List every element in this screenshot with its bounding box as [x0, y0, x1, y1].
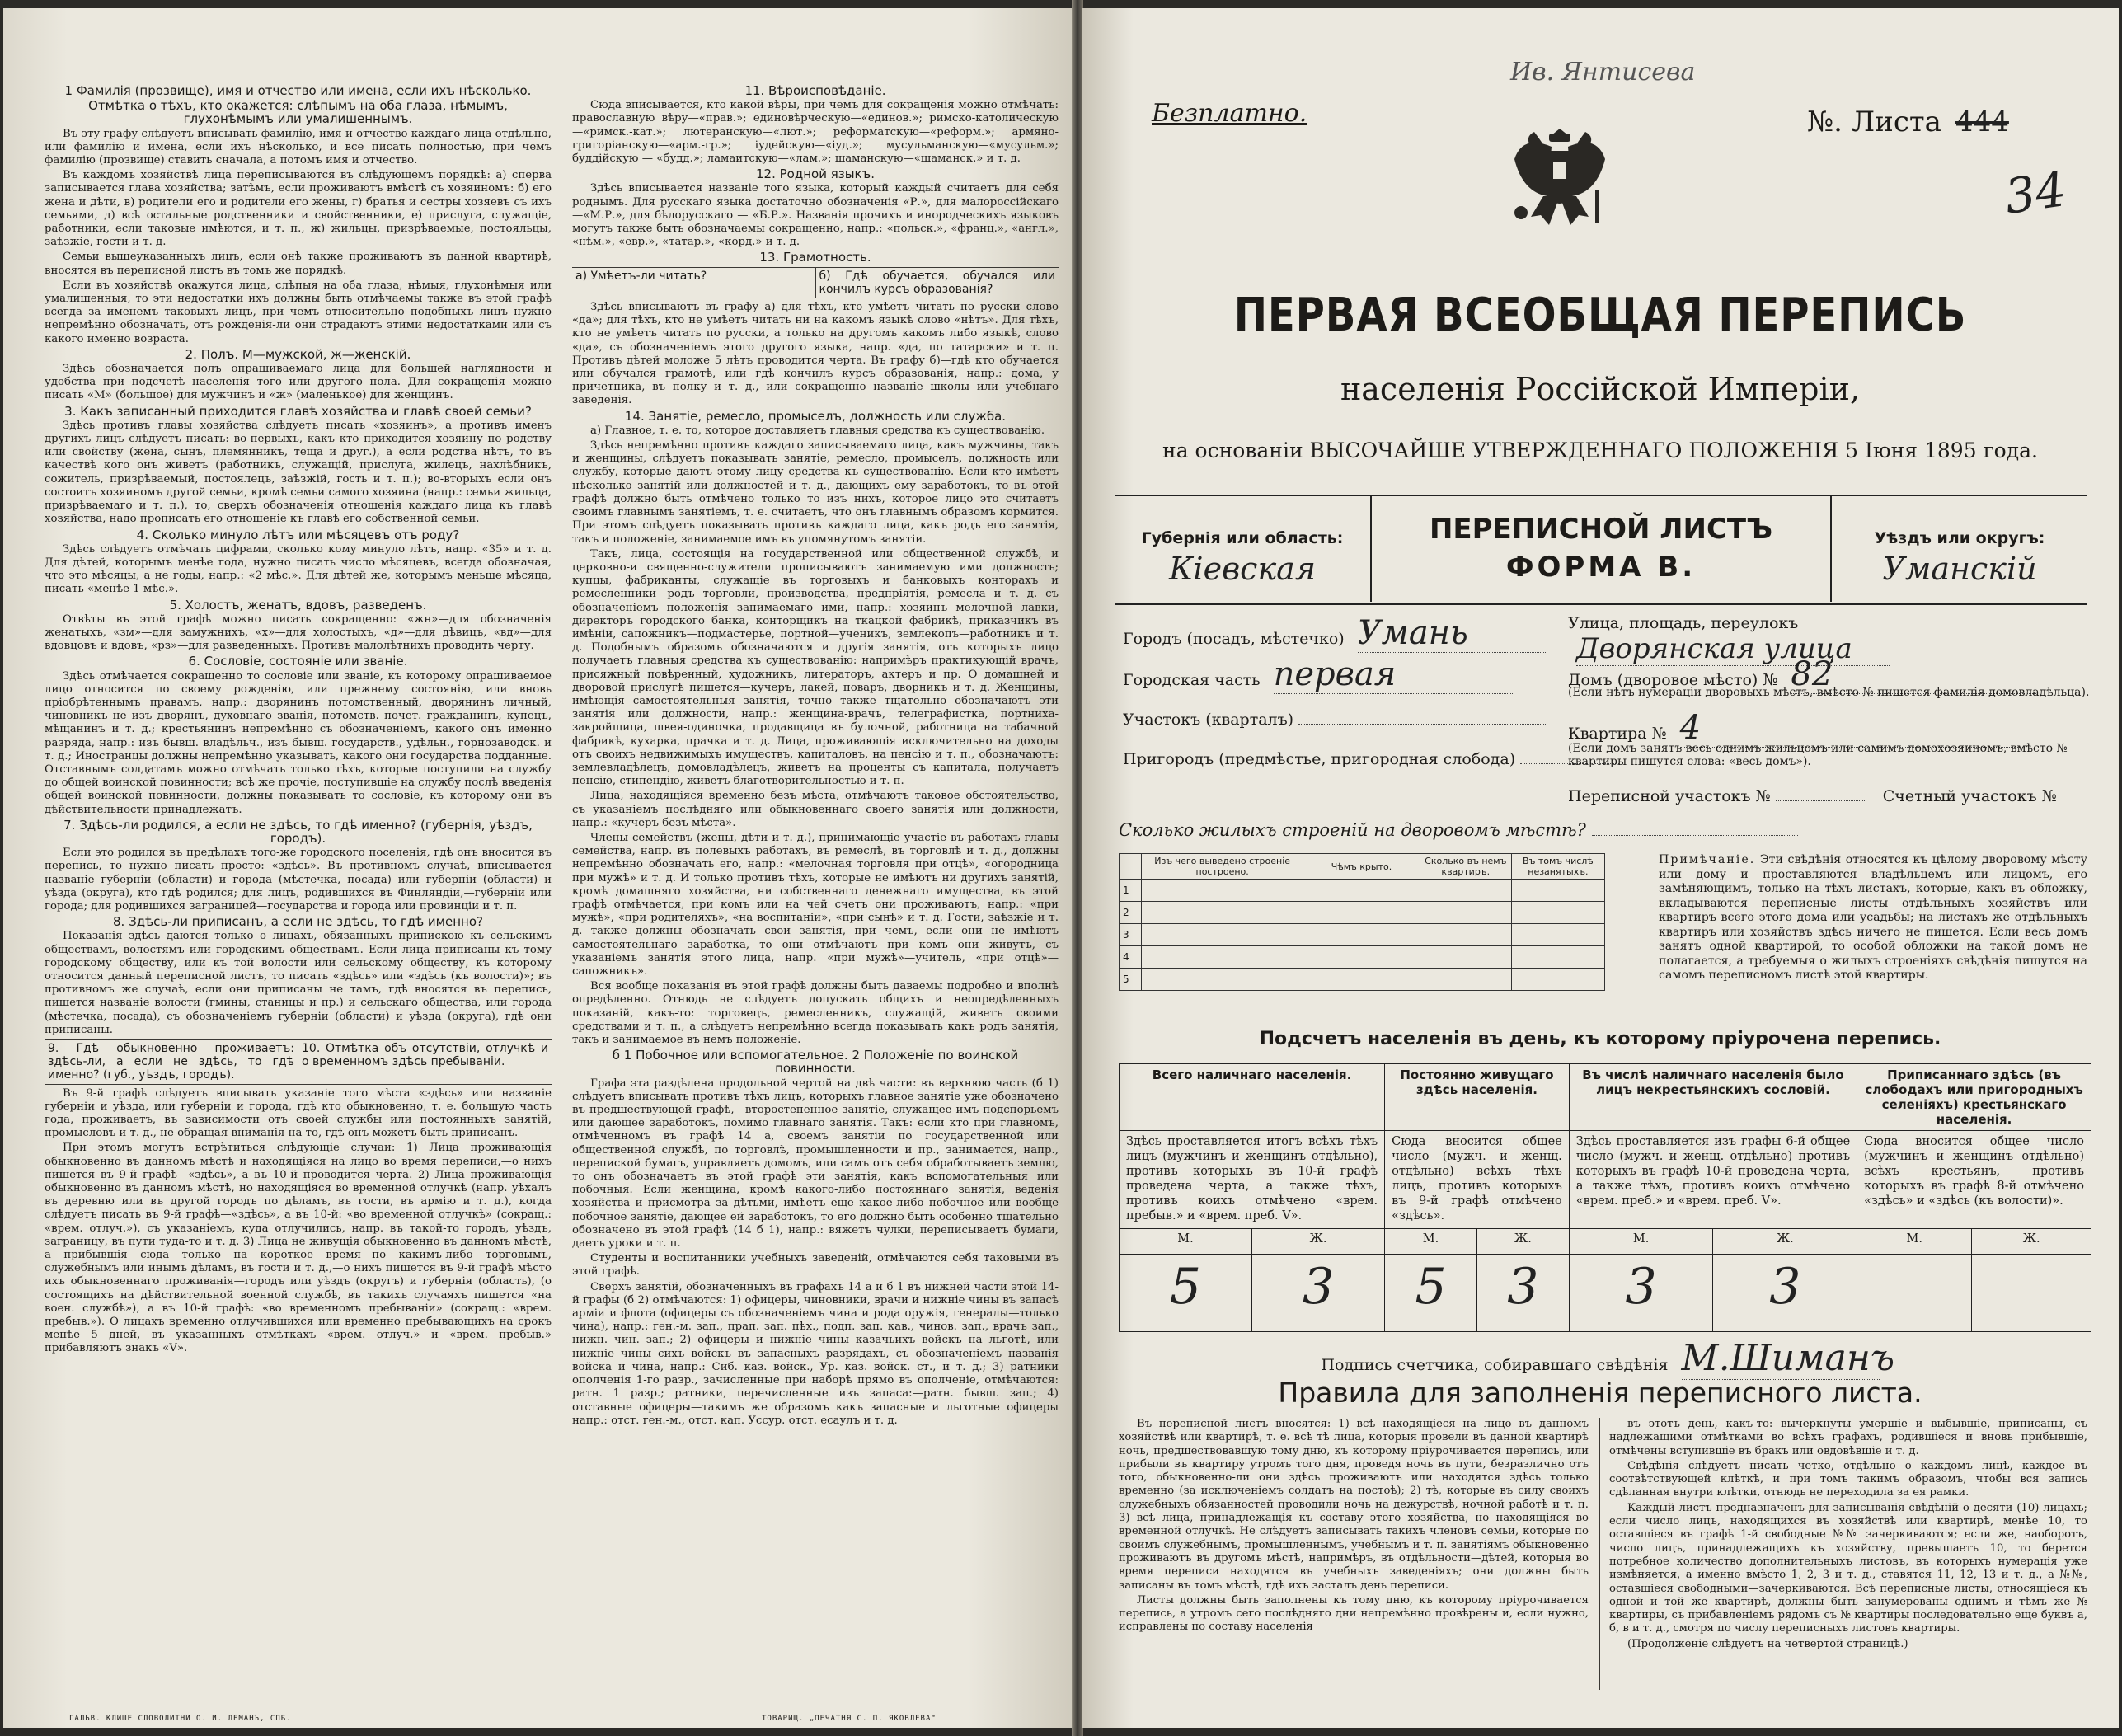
paragraph: Графа эта раздѣлена продольной чертой на двѣ части: въ верхнюю часть (б 1) слѣдуетъ вписывать противъ тѣхъ лицъ, которыхъ главное занятіе уже обозначено въ предшествующей графѣ,—второстепенное занятіе, служащее имъ подспорьемъ или дающее заработокъ, помимо главнаго занятія. Такъ: если кто при главномъ, отмѣченномъ въ графѣ 14 а, своемъ занятіи по государственной или общественной службѣ, по торговлѣ, промышленности и пр., занимается, напр., перепиской бумагъ, управляетъ домомъ, или самъ отъ себя обработываетъ землю, то онъ обозначаетъ въ этой графѣ эти занятія, какъ вспомогательныя или побочныя. Если женщина, кромѣ какого-либо постояннаго занятія, веденія хозяйства и присмотра за дѣтьми, имѣетъ еще какое-либо побочное или вообще побочное занятіе, дающее ей заработокъ, то его должно быть особенно тщательно обозначено въ этой графѣ (14 б 1), напр.: вяжетъ чулки, переписываетъ бумаги, даетъ уроки и т. п.	[572, 1077, 1059, 1250]
district-cell	[1830, 496, 2087, 602]
female-count-value: 3	[1252, 1255, 1385, 1332]
section-heading: 6. Сословіе, состояніе или званіе.	[188, 654, 408, 669]
paragraph: Въ эту графу слѣдуетъ вписывать фамилію, имя и отчество каждаго лица отдѣльно, или фамилію и имена, если ихъ нѣсколько, и все писать полностью, при чемъ фамилію (прозвище) ставить сначала, а потомъ имя и отчество.	[45, 127, 552, 167]
male-label: М.	[1120, 1229, 1252, 1255]
buildings-row-number: 2	[1120, 902, 1142, 924]
suburb-label: Пригородъ (предмѣстье, пригородная слобода)	[1123, 750, 1516, 768]
rules-paragraph: Каждый листъ предназначенъ для записыванія свѣдѣній о десяти (10) лицахъ; если число лицъ, находящихся въ хозяйствѣ или квартирѣ, менѣе 10, то оставшіеся въ графѣ 1-й свободные №№ зачеркиваются; если же, наоборотъ, число лицъ, принадлежащихъ къ хозяйству, превышаетъ 10, то берется потребное количество дополнительныхъ листовъ, въ которыхъ нумерація уже измѣняется, а именно вмѣсто 1, 2, 3 и т. д., ставятся 11, 12, 13 и т. д., а №№, оставшіеся свободными—зачеркиваются. Всѣ переписные листы, относящіеся къ одной и той же квартирѣ, должны быть занумерованы однимъ и тѣмъ же № квартиры, съ прибавленіемъ рядомъ съ № квартиры последовательно еще буквъ а, б, в и т. д., смотря по числу переписныхъ листовъ квартиры.	[1609, 1501, 2087, 1635]
count-header: Въ числѣ наличнаго населенія было лицъ некрестьянскихъ сословій.	[1569, 1064, 1857, 1131]
district-label: Уѣздъ или округъ:	[1874, 529, 2045, 547]
buildings-row-number: 5	[1120, 969, 1142, 991]
instructions-column-b	[572, 82, 1059, 1429]
buildings-question-text: Сколько жилыхъ строеній на дворовомъ мѣстѣ?	[1119, 820, 1586, 840]
suburb-field	[1123, 750, 1619, 768]
census-district-field	[1568, 787, 2119, 823]
male-count-value: 3	[1569, 1255, 1713, 1332]
legal-basis-line: на основаніи ВЫСОЧАЙШЕ УТВЕРЖДЕННАГО ПОЛОЖЕНІЯ 5 Іюня 1895 года.	[1162, 439, 2038, 462]
male-label: М.	[1569, 1229, 1713, 1255]
paragraph: Студенты и воспитанники учебныхъ заведеній, отмѣчаются себя таковыми въ этой графѣ.	[572, 1252, 1059, 1279]
section-heading: 11. Вѣроисповѣданіе.	[744, 83, 886, 98]
section-10-heading: 10. Отмѣтка объ отсутствіи, отлучкѣ и о временномъ здѣсь пребываніи.	[302, 1042, 548, 1069]
buildings-blank	[1592, 835, 1798, 836]
census-district-blank	[1776, 800, 1866, 801]
buildings-row-number: 3	[1120, 924, 1142, 946]
count-description: Здѣсь проставляется изъ графы 6-й общее число (мужч. и женщ. отдѣльно) противъ которыхъ въ графѣ 10-й проведена черта, а также тѣхъ, противъ коихъ отмѣчено «врем. преб.» и «врем. преб. V».	[1569, 1131, 1857, 1229]
buildings-row-number: 1	[1120, 880, 1142, 902]
rules-paragraph: Въ переписной листъ вносятся: 1) всѣ находящіеся на лицо въ данномъ хозяйствѣ или квартирѣ, т. е. всѣ тѣ лица, которыя провели въ данной квартирѣ ночь, предшествовавшую тому дню, къ которому пріурочивается перепись, или прибыли въ квартиру утромъ того дня, проведя ночь въ пути, безразлично отъ того, обыкновенно-ли они здѣсь проживаютъ или находятся здѣсь только временно (за исключеніемъ солдатъ на постоѣ); 2) тѣ, которые въ силу своихъ служебныхъ обязанностей проводили ночь на дежурствѣ, ночной работѣ и т. п. 3) всѣ лица, принадлежащія къ составу этого хозяйства, но находящіяся во временной отлучкѣ. Не слѣдуетъ записывать такихъ членовъ семьи, которые по своимъ служебнымъ, промышленнымъ, учебнымъ и т. п. занятіямъ обыкновенно проживаютъ въ другомъ мѣстѣ, напримѣръ, въ отдѣльности—дѣтей, которыя во время переписи находятся въ учебныхъ заведеніяхъ; они должны быть записаны въ томъ мѣстѣ, гдѣ ихъ засталъ день переписи.	[1119, 1418, 1589, 1592]
buildings-cell	[1303, 880, 1420, 902]
male-label: М.	[1385, 1229, 1477, 1255]
rules-paragraph: Листы должны быть заполнены къ тому дню, къ которому пріурочивается перепись, а утромъ сего послѣдняго дни непремѣнно провѣрены и, если нужно, исправлены по составу населенія	[1119, 1593, 1589, 1634]
province-cell	[1115, 496, 1372, 602]
population-count-table	[1119, 1063, 2091, 1332]
rules-paragraph: (Продолженіе слѣдуетъ на четвертой страницѣ.)	[1627, 1637, 1908, 1650]
buildings-row	[1120, 902, 1605, 924]
sheet-number-label: №. Листа	[1807, 106, 1941, 138]
free-of-charge-label: Безплатно.	[1152, 99, 1307, 128]
count-header: Всего наличнаго населенія.	[1120, 1064, 1385, 1131]
paragraph: Если въ хозяйствѣ окажутся лица, слѣпыя на оба глаза, нѣмыя, глухонѣмыя или умалишенныя, то эти недостатки ихъ должны быть отмѣчаемы также въ этой графѣ всегда за именемъ таковыхъ лицъ, при чемъ относительно подобныхъ лицъ нужно непремѣнно обозначать, отъ рожденія-ли они страдаютъ этими недостатками или съ какого именно возраста.	[45, 279, 552, 345]
house-value: 82	[1791, 655, 2038, 694]
top-handwritten-note: Ив. Янтисева	[1510, 58, 1696, 87]
imperial-eagle-emblem-icon	[1498, 114, 1622, 246]
buildings-cell	[1420, 880, 1511, 902]
paragraph: Вся вообще показанія въ этой графѣ должны быть даваемы подробно и вполнѣ опредѣленно. Отнюдь не слѣдуетъ допускать общихъ и неопредѣленныхъ показаній, какъ-то: торговецъ, ремесленникъ, служащій, живетъ своими средствами и т. п., а слѣдуетъ непремѣнно всегда показывать какъ родъ занятія, такъ и занимаемое въ немъ положеніе.	[572, 980, 1059, 1047]
flat-value: 4	[1680, 709, 2026, 748]
female-count-value: 3	[1713, 1255, 1857, 1332]
section-heading: 8. Здѣсь-ли приписанъ, а если не здѣсь, то гдѣ именно?	[113, 914, 483, 930]
city-field	[1123, 614, 1547, 653]
city-part-field	[1123, 655, 1513, 694]
paragraph: Здѣсь непремѣнно противъ каждаго записываемаго лица, какъ мужчины, такъ и женщины, слѣдуетъ показывать занятіе, ремесло, промыселъ, должность или службу, которые даютъ этому лицу средства къ существованію. Если кто имѣетъ нѣсколько занятій или должностей и т. д., дающихъ ему заработокъ, то въ этой графѣ должно быть отмѣчено только то изъ нихъ, которое лицо это считаетъ своимъ главнымъ занятіемъ, т. е. считаетъ, что онъ главнымъ образомъ кормится. При этомъ слѣдуетъ показывать противъ каждаго лица, какъ родъ его занятія, такъ и положеніе, занимаемое имъ въ упомянутомъ занятіи.	[572, 439, 1059, 546]
plot-label: Участокъ (кварталъ)	[1123, 711, 1294, 729]
count-description: Здѣсь проставляется итогъ всѣхъ тѣхъ лицъ (мужчинъ и женщинъ отдѣльно), противъ которыхъ въ 10-й графѣ проведена черта, а также тѣхъ, противъ коихъ отмѣчено «врем. пребыв.» и «врем. преб. V».	[1120, 1131, 1385, 1229]
subheading-right: б) Гдѣ обучается, обучался или кончилъ курсъ образованія?	[819, 269, 1055, 296]
city-label: Городъ (посадъ, мѣстечко)	[1123, 630, 1345, 648]
buildings-cell	[1303, 969, 1420, 991]
paragraph: Здѣсь вписывается названіе того языка, который каждый считаетъ для себя роднымъ. Для русскаго языка достаточно обозначенія «Р.», для малороссійскаго—«М.Р.», для бѣлорусскаго — «Б.Р.». Названія прочихъ и инородческихъ языковъ могутъ также быть обозначаемы сокращенно, напр.: «польск.», «франц.», «англ.», «нѣм.», «евр.», «татар.», «корд.» и т. д.	[572, 182, 1059, 249]
section-heading: 14. Занятіе, ремесло, промыселъ, должность или служба.	[624, 408, 1007, 424]
sheet-number-handwritten: 34	[2001, 161, 2070, 225]
buildings-row	[1120, 969, 1605, 991]
section-heading: 12. Родной языкъ.	[756, 167, 875, 182]
sheet-number-struck: 444	[1955, 106, 2009, 138]
rules-column-a	[1119, 1418, 1589, 1636]
buildings-cell	[1303, 946, 1420, 969]
form-title: ПЕРВАЯ ВСЕОБЩАЯ ПЕРЕПИСЬ	[1233, 289, 1967, 342]
buildings-cell	[1142, 924, 1303, 946]
male-count-value	[1857, 1255, 1972, 1332]
section-heading: 2. Полъ. М—мужской, ж—женскій.	[185, 346, 411, 362]
form-letter: ФОРМА В.	[1505, 551, 1697, 584]
paragraph: Отвѣты въ этой графѣ можно писать сокращенно: «жн»—для обозначенія женатыхъ, «зм»—для замужнихъ, «х»—для холостыхъ, «д»—для дѣвицъ, «вд»—для вдовцовъ и вдовъ, «рз»—для разведенныхъ. Противъ малолѣтнихъ проводить черту.	[45, 612, 552, 653]
female-count-value: 3	[1476, 1255, 1569, 1332]
male-count-value: 5	[1120, 1255, 1252, 1332]
paragraph: Лица, находящіяся временно безъ мѣста, отмѣчаютъ таковое обстоятельство, съ указаніемъ послѣдняго или обыкновеннаго своего занятія или должности, напр.: «кучеръ безъ мѣста».	[572, 790, 1059, 829]
form-subtitle: населенія Россійской Имперіи,	[1340, 371, 1861, 407]
rules-paragraph: Свѣдѣнія слѣдуетъ писать четко, отдѣльно о каждомъ лицѣ, каждое въ соотвѣтствующей клѣткѣ, и при томъ такимъ образомъ, чтобы вся запись сдѣланная внутри клѣтки, отнюдь не переходила за ея рамки.	[1609, 1459, 2087, 1499]
paragraph: Сюда вписывается, кто какой вѣры, при чемъ для сокращенія можно отмѣчать: православную вѣру—«прав.»; единовѣрческую—«единов.»; римско-католическую—«римск.-кат.»; лютеранскую—«лют.»; реформатскую—«реформ.»; армяно-григоріанскую—«арм.-гр.»; іудейскую—«іуд.»; мусульманскую—«мусульм.»; буддійскую — «будд.»; ламаитскую—«лам.»; шаманскую—«шаманск.» и т. д.	[572, 99, 1059, 166]
female-label: Ж.	[1252, 1229, 1385, 1255]
left-page-instructions	[3, 8, 1075, 1728]
buildings-cell	[1420, 924, 1511, 946]
flat-note: (Если домъ занятъ весь однимъ жильцомъ или самимъ домохозяиномъ, вмѣсто № квартиры пишутся слова: «весь домъ»).	[1568, 742, 2068, 768]
city-value: Умань	[1358, 614, 1547, 653]
buildings-header: Чѣмъ крыто.	[1303, 854, 1420, 880]
count-district-label: Счетный участокъ №	[1882, 787, 2057, 805]
buildings-row-number-header	[1120, 854, 1142, 880]
street-label: Улица, площадь, переулокъ	[1568, 614, 1799, 632]
subheading-pair	[572, 267, 1059, 298]
paragraph: Въ каждомъ хозяйствѣ лица переписываются въ слѣдующемъ порядкѣ: а) сперва записывается глава хозяйства; затѣмъ, если проживаютъ вмѣстѣ съ хозяиномъ: б) его жена и дѣти, в) родители его и родители его жены, г) братья и сестры хозяевъ съ ихъ семьями, д) всѣ остальные родственники и свойственники, е) прислуга, служащіе, работники, если таковые имѣются, и т. п., ж) жильцы, призрѣваемые, постояльцы, заѣзжіе, гости и т. д.	[45, 169, 552, 249]
female-label: Ж.	[1972, 1229, 2091, 1255]
paragraph: Здѣсь вписываютъ въ графу а) для тѣхъ, кто умѣетъ читать по русски слово «да»; для тѣхъ, кто не умѣетъ читать ни на какомъ языкѣ слово «нѣтъ». Для тѣхъ, кто не умѣетъ читать по русски, а только на другомъ какомъ либо языкѣ, слово «да», съ обозначеніемъ этого другого языка, напр. «да, по татарски» и т. п. Противъ дѣтей моложе 5 лѣтъ проводится черта. Въ графу б)—гдѣ кто обучается или обучался грамотѣ, или гдѣ кончилъ курсъ образованія, напр.: дома, у причетника, въ полку и т. д., или сокращенно названіе школы или учебнаго заведенія.	[572, 301, 1059, 407]
buildings-cell	[1142, 902, 1303, 924]
province-label: Губернія или область:	[1141, 529, 1344, 547]
section-heading: Отмѣтка о тѣхъ, кто окажется: слѣпымъ на оба глаза, нѣмымъ, глухонѣмымъ или умалишеннымъ.	[88, 98, 508, 127]
paragraph: Здѣсь противъ главы хозяйства слѣдуетъ писать «хозяинъ», а противъ именъ другихъ лицъ слѣдуетъ писать: во-первыхъ, какъ кто приходится хозяину по родству или свойству (жена, сынъ, племянникъ, теща и друг.), а если родства нѣтъ, то въ качествѣ кого онъ живетъ (работникъ, служащій, прислуга, жилецъ, нахлѣбникъ, сожитель, призрѣваемый, постоялецъ, заѣзжій, гость и т. п.); во-вторыхъ если онъ состоитъ хозяиномъ другой семьи, кромѣ семьи самого хозяина (напр.: семьи жильца, призрѣваемаго и т. п.), то, сверхъ обозначенія отношенія каждаго лица къ главѣ хозяйства, надо прописать его отношеніе къ главѣ его собственной семьи.	[45, 419, 552, 526]
note-title: Примѣчаніе.	[1659, 853, 1756, 866]
province-value: Кіевская	[1169, 551, 1316, 587]
paragraph: Въ 9-й графѣ слѣдуетъ вписывать указаніе того мѣста «здѣсь» или названіе губерніи и уѣзда, или губерніи и города, гдѣ кто обыкновенно, т. е. большую часть года, проживаетъ, въ зависимости отъ своей службы или постоянныхъ занятій, промысловъ и т. д., не обращая вниманія на то, гдѣ онъ можетъ быть приписанъ.	[45, 1086, 552, 1140]
male-count-value: 5	[1385, 1255, 1477, 1332]
buildings-cell	[1511, 902, 1604, 924]
buildings-note	[1659, 853, 2087, 983]
section-heading: б 1 Побочное или вспомогательное. 2 Положеніе по воинской повинности.	[612, 1048, 1019, 1077]
buildings-table	[1119, 853, 1605, 991]
signature-value: М.Шиманъ	[1681, 1337, 1895, 1379]
house-note: (Если нѣтъ нумераціи дворовыхъ мѣстъ, вмѣсто № пишется фамилія домовладѣльца).	[1568, 686, 2090, 699]
enumerator-signature	[1082, 1337, 2119, 1380]
buildings-cell	[1420, 902, 1511, 924]
female-count-value	[1972, 1255, 2091, 1332]
right-page-census-form	[1082, 8, 2119, 1728]
flat-label: Квартира №	[1568, 725, 1667, 743]
printer-imprint-right: ТОВАРИЩ. „ПЕЧАТНЯ С. П. ЯКОВЛЕВА“	[762, 1715, 937, 1723]
paragraph: Сверхъ занятій, обозначенныхъ въ графахъ 14 а и б 1 въ нижней части этой 14-й графы (б 2) отмѣчаются: 1) офицеры, чиновники, врачи и нижніе чины въ запасѣ арміи и флота (офицеры съ обозначеніемъ чина и рода оружія, генералы—только чина), напр.: ген.-м. зап., прап. зап. пѣх., подп. зап. кав., чинов. зап., врачъ зап., нижн. чин. зап.; 2) офицеры и нижніе чины казачьихъ войскъ на льготѣ, или нижніе чины сихъ войскъ въ запасныхъ разрядахъ, съ обозначеніемъ названія войска и чина, напр.: Сиб. каз. войск., Ур. каз. войск. ст., и т. д.; 3) ратники ополченія 1-го разр., зачисленные при наборѣ прямо въ ополченіе, отмѣчаются: ратн. 1 разр.; ратники, перечисленные изъ запаса:—ратн. бывш. зап.; 4) отставные офицеры—такимъ же образомъ какъ запасные и льготные офицеры напр.: отст. ген.-м., отст. кап. Уссур. отст. есаулъ и т. д.	[572, 1280, 1059, 1427]
census-district-label: Переписной участокъ №	[1568, 787, 1771, 805]
buildings-row	[1120, 946, 1605, 969]
section-heading: 3. Какъ записанный приходится главѣ хозяйства и главѣ своей семьи?	[64, 403, 532, 419]
note-text: Эти свѣдѣнія относятся къ цѣлому дворовому мѣсту или дому и проставляются владѣльцемъ или лицомъ, его замѣняющимъ, только на тѣхъ листахъ, которые, какъ въ обложку, вкладываются переписные листы отдѣльныхъ хозяйствъ или квартиръ всего этого дома или усадьбы; на листахъ же отдѣльныхъ квартиръ или хозяйствъ здѣсь ничего не пишется. Если весь домъ занятъ одной квартирой, то особой обложки на такой домъ не полагается, а требуемыя о жилыхъ строеніяхъ свѣдѣнія пишутся на самомъ переписномъ листѣ этой квартиры.	[1659, 853, 2087, 982]
buildings-cell	[1511, 946, 1604, 969]
signature-label: Подпись счетчика, собиравшаго свѣдѣнія	[1321, 1356, 1669, 1374]
rules-divider	[1599, 1418, 1600, 1690]
buildings-row	[1120, 924, 1605, 946]
street-value: Дворянская улица	[1576, 632, 1890, 666]
paragraph: Если это родился въ предѣлахъ того-же городского поселенія, гдѣ онъ вносится въ перепись, то нужно писать просто: «здѣсь». Въ противномъ случаѣ, вписывается названіе губерніи (области) и города (мѣстечка, посада) или губерніи (области) и уѣзда (округа), кто гдѣ родился; для лицъ, родившихся въ Финляндіи,—губерніи или города; для родившихся заграницей—государства и города или провинціи и т. п.	[45, 847, 552, 913]
rules-column-b	[1609, 1418, 2087, 1653]
section-heading: 4. Сколько минуло лѣтъ или мѣсяцевъ отъ роду?	[136, 527, 460, 542]
buildings-header: Въ томъ числѣ незанятыхъ.	[1511, 854, 1604, 880]
buildings-cell	[1303, 924, 1420, 946]
section-heading: 1 Фамилія (прозвище), имя и отчество или имена, если ихъ нѣсколько.	[64, 83, 532, 98]
buildings-header: Сколько въ немъ квартиръ.	[1420, 854, 1511, 880]
plot-field	[1123, 711, 1546, 729]
form-type-cell	[1370, 496, 1832, 584]
paragraph: Семьи вышеуказанныхъ лицъ, если онѣ также проживаютъ въ данной квартирѣ, вносятся въ переписной листъ въ томъ же порядкѣ.	[45, 251, 552, 277]
count-description: Сюда вносится общее число (мужч. и женщ. отдѣльно) всѣхъ тѣхъ лицъ, противъ которыхъ въ 9-й графѣ отмѣчено «здѣсь».	[1385, 1131, 1570, 1229]
section-9-heading: 9. Гдѣ обыкновенно проживаетъ: здѣсь-ли, а если не здѣсь, то гдѣ именно? (губ., уѣздъ, городъ).	[45, 1040, 298, 1084]
section-heading: 13. Грамотность.	[759, 250, 871, 265]
printer-imprint-left: ГАЛЬВ. КЛИШЕ СЛОВОЛИТНИ О. И. ЛЕМАНЪ, СПБ.	[69, 1715, 292, 1723]
buildings-cell	[1420, 946, 1511, 969]
buildings-cell	[1142, 880, 1303, 902]
population-count-heading: Подсчетъ населенія въ день, къ которому пріурочена перепись.	[1259, 1029, 1941, 1049]
house-label: Домъ (дворовое мѣсто) №	[1568, 671, 1778, 689]
district-value: Уманскій	[1882, 551, 2037, 587]
buildings-cell	[1511, 924, 1604, 946]
plot-blank	[1298, 724, 1546, 725]
form-header-box	[1115, 495, 2087, 605]
city-part-value: первая	[1274, 655, 1513, 694]
buildings-header: Изъ чего выведено строеніе построено.	[1142, 854, 1303, 880]
rules-title: Правила для заполненія переписного листа.	[1278, 1377, 1922, 1409]
paragraph: Показанія здѣсь даются только о лицахъ, обязанныхъ припискою къ сельскимъ обществамъ, волостямъ или городскимъ обществамъ. Если лица приписаны къ тому городскому обществу, или къ той волости или сельскому обществу, къ которому относится данный переписной листъ, то писать «здѣсь» или «здѣсь (къ волости)»; въ противномъ же случаѣ, если они приписаны не тамъ, гдѣ вносятся въ перепись, пишется названіе волости (гмины, станицы и пр.) и сельскаго общества, или города (мѣстечка, посада), съ обозначеніемъ губерніи (области) и уѣзда (округа), гдѣ они приписаны.	[45, 930, 552, 1036]
buildings-cell	[1511, 969, 1604, 991]
paragraph: Здѣсь обозначается полъ опрашиваемаго лица для большей наглядности и удобства при подсчетѣ населенія того или другого пола. Для сокращенія можно писать «М» (большое) для мужчинъ и «ж» (маленькое) для женщинъ.	[45, 363, 552, 402]
count-description: Сюда вносится общее число (мужчинъ и женщинъ отдѣльно) всѣхъ крестьянъ, противъ которыхъ въ графѣ 8-й отмѣчено «здѣсь» и «здѣсь (къ волости)».	[1857, 1131, 2091, 1229]
section-heading: 7. Здѣсь-ли родился, а если не здѣсь, то гдѣ именно? (губернія, уѣздъ, городъ).	[63, 817, 533, 846]
buildings-cell	[1142, 969, 1303, 991]
instructions-column-a	[45, 82, 552, 1358]
section-9-10-headings	[45, 1039, 552, 1085]
buildings-row	[1120, 880, 1605, 902]
count-header: Приписаннаго здѣсь (въ слободахъ или пригородныхъ селеніяхъ) крестьянскаго населенія.	[1857, 1064, 2091, 1131]
paragraph: Здѣсь отмѣчается сокращенно то сословіе или званіе, къ которому опрашиваемое лицо относится по своему рожденію, или прежнему состоянію, или вновь пріобрѣтеннымъ правамъ, напр.: дворянинъ потомственный, дворянинъ личный, чиновникъ не изъ дворянъ, духовнаго званія, потомств. почет. гражданинъ, купецъ, мѣщанинъ и т. д.; крестьянинъ непремѣнно съ обозначеніемъ, какого онъ именно разряда, напр.: изъ бывш. владѣльч., изъ бывш. государств., удѣльн., горнозаводск. и т. д.; Иностранцы должны непремѣнно указывать, какого они государства подданные. Отставнымъ солдатамъ можно отмѣчать только тѣхъ, которые поступили на службу до общей воинской повинности; всѣ же прочіе, поступившіе на службу послѣ введенія общей воинской повинности, должны показывать то сословіе, къ которому они въ дѣйствительности принадлежатъ.	[45, 669, 552, 816]
paragraph: а) Главное, т. е. то, которое доставляетъ главныя средства къ существованію.	[590, 424, 1045, 437]
buildings-cell	[1142, 946, 1303, 969]
female-label: Ж.	[1476, 1229, 1569, 1255]
paragraph: При этомъ могутъ встрѣтиться слѣдующіе случаи: 1) Лица проживающія обыкновенно въ данномъ мѣстѣ и находящіяся на лицо во время переписи,—о нихъ пишется въ 9-й графѣ—«здѣсь», а въ 10-й проводится черта. 2) Лица проживающія обыкновенно въ данномъ мѣстѣ, но находящіяся во временной отлучкѣ (напр. уѣхалъ въ деревню или въ другой городъ по дѣламъ, въ гости, въ армію и т. д.), когда слѣдуетъ писать въ 9-й графѣ—«здѣсь», а въ 10-й: «во временной отлучкѣ» (сокращ.: «врем. отлуч.»), съ указаніемъ, куда отлучились, напр. въ такой-то городъ, уѣздъ, заграницу, въ пути туда-то и т. д. 3) Лица не живущія обыкновенно въ данномъ мѣстѣ, а прибывшія сюда только на короткое время—по какимъ-либо торговымъ, служебнымъ или инымъ дѣламъ, въ гости и т. д.,—о нихъ пишется въ 9-й графѣ мѣсто ихъ обыкновеннаго проживанія—городъ или уѣздъ (округъ) и губернія (область), (о состоящихъ на дѣйствительной военной службѣ, въ такихъ случаяхъ пишется «на воен. службѣ»), а въ 10-й графѣ: «во временномъ пребываніи» (сокращ.: «врем. пребыв.»). О лицахъ временно отлучившихся или временно пребывающихъ на срокъ менѣе 5 дней, въ указанныхъ отмѣткахъ «врем. отлуч.» и «врем. пребыв.» прибавляютъ знакъ «V».	[45, 1142, 552, 1355]
census-sheet-heading: ПЕРЕПИСНОЙ ЛИСТЪ	[1429, 513, 1773, 546]
rules-paragraph: въ этотъ день, какъ-то: вычеркнуты умершіе и выбывшіе, приписаны, съ надлежащими отмѣтками во всѣхъ графахъ, родившіеся и вновь прибывшіе, отмѣчены вступившіе въ бракъ или овдовѣвшіе и т. д.	[1609, 1418, 2087, 1457]
buildings-cell	[1303, 902, 1420, 924]
female-label: Ж.	[1713, 1229, 1857, 1255]
subheading-left: а) Умѣетъ-ли читать?	[572, 268, 816, 298]
paragraph: Здѣсь слѣдуетъ отмѣчать цифрами, сколько кому минуло лѣтъ, напр. «35» и т. д. Для дѣтей, которымъ менѣе года, нужно писать число мѣсяцевъ, всегда обозначая, что это мѣсяцы, а не годы, напр.: «2 мѣс.». Для дѣтей же, которымъ меньше мѣсяца, писать «менѣе 1 мѣс.».	[45, 542, 552, 596]
section-heading: 5. Холостъ, женатъ, вдовъ, разведенъ.	[169, 597, 427, 612]
paragraph: Члены семействъ (жены, дѣти и т. д.), принимающіе участіе въ работахъ главы семейства, напр. въ полевыхъ работахъ, въ ремеслѣ, въ торговлѣ и т. д., должны непремѣнно обозначать его, напр.: «мелочная торговля при отцѣ», «огородница при мужѣ» и т. д. И только противъ тѣхъ, которые не имѣютъ ни другихъ занятій, кромѣ домашняго хозяйства, ни собственнаго денежнаго имущества, въ этой графѣ отмѣчается, при комъ или на чей счетъ они проживаютъ, напр.: «при мужѣ», «при родителяхъ», «на воспитаніи», «при сынѣ» и т. д. Гости, заѣзжіе и т. д. также должны обозначать свои занятія, при чемъ, если они не имѣютъ самостоятельнаго заработка, то они отмѣчаютъ при комъ они живутъ, съ указаніемъ занятія этого лица, напр. «при мужѣ»—учитель, «при отцѣ»—сапожникъ».	[572, 831, 1059, 978]
buildings-cell	[1511, 880, 1604, 902]
paragraph: Такъ, лица, состоящія на государственной или общественной службѣ, и церковно-и священно-служители прописываютъ занимаемую ими должность; купцы, фабриканты, служащіе въ торговыхъ и банковыхъ конторахъ и ремесленники—родъ торговли, производства, предпріятія, ремесла и т. д. съ обозначеніемъ положенія занимаемаго ими, напр.: хозяинъ мелочной лавки, директоръ городского банка, конторщикъ на ткацкой фабрикѣ, приказчикъ въ имѣніи, сапожникъ—подмастерье, портной—ученикъ, землекопъ—работникъ и т. д. Подобнымъ образомъ обозначаются и другія занятія, отъ которыхъ лицо получаетъ главныя средства къ существованію: напримѣръ практикующій врачъ, присяжный повѣренный, художникъ, литераторъ, актеръ и пр. О домашней и дворовой прислугѣ пишется—кучеръ, лакей, поваръ, дворникъ и т. д. Женщины, имѣющія самостоятельныя занятія, точно также тщательно обозначаютъ эти занятія или должности, напр.: женщина-врачъ, телеграфистка, портниха-закройщица, швея-одиночка, продавщица въ булочной, работница на табачной фабрикѣ, кухарка, прачка и т. д. Лица, проживающія исключительно на доходы отъ своихъ недвижимыхъ имуществъ, капиталовъ, на пенсію и т. п., обозначаютъ: землевладѣлецъ, домовладѣлецъ, живетъ на проценты съ капитала, получаетъ пенсію, стипендію, живетъ благотворительностью и т. п.	[572, 547, 1059, 788]
count-header: Постоянно живущаго здѣсь населенія.	[1385, 1064, 1570, 1131]
buildings-row-number: 4	[1120, 946, 1142, 969]
city-part-label: Городская часть	[1123, 671, 1261, 689]
buildings-cell	[1420, 969, 1511, 991]
buildings-question	[1119, 820, 1798, 840]
male-label: М.	[1857, 1229, 1972, 1255]
